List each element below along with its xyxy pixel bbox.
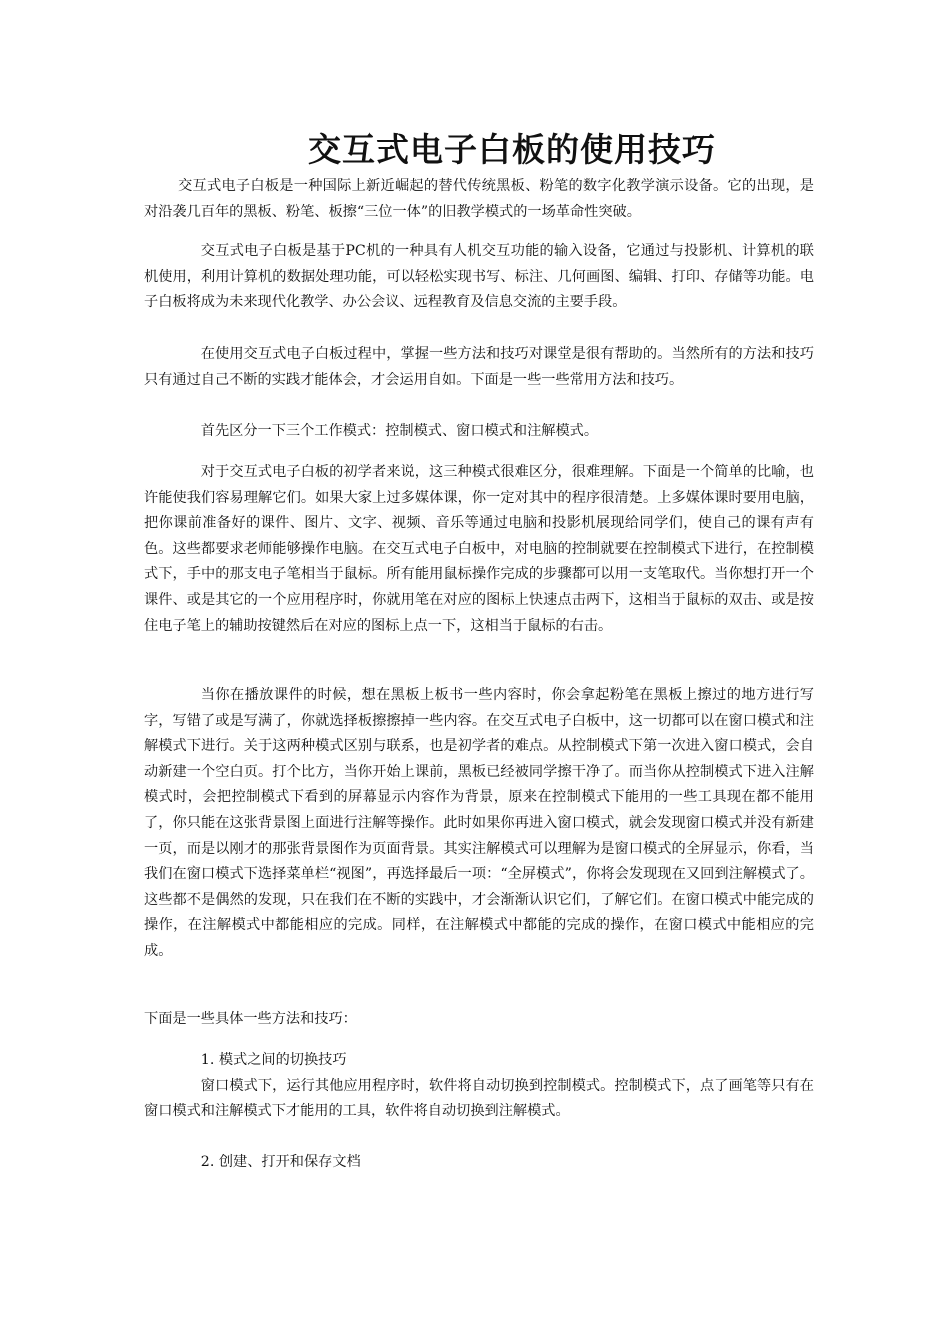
item-body: 窗口模式下，运行其他应用程序时，软件将自动切换到控制模式。控制模式下，点了画笔等只有在窗口模式和注解模式下才能用的工具，软件将自动切换到注解模式。 — [144, 1077, 814, 1120]
paragraph-text: 首先区分一下三个工作模式：控制模式、窗口模式和注解模式。 — [200, 423, 599, 439]
paragraph-control-mode — [144, 460, 814, 639]
document-title: 交互式电子白板的使用技巧 — [308, 130, 716, 169]
paragraph-text: 对于交互式电子白板的初学者来说，这三种模式很难区分，很难理解。下面是一个简单的比喻，也许能使我们容易理解它们。如果大家上过多媒体课，你一定对其中的程序很清楚。上多媒体课时要用电脑，把你课前准备好的课件、图片、文字、视频、音乐等通过电脑和投影机展现给同学们，使自己的课有声有色。这些都要求老师能够操作电脑。在交互式电子白板中，对电脑的控制就要在控制模式下进行，在控制模式下，手中的那支电子笔相当于鼠标。所有能用鼠标操作完成的步骤都可以用一支笔取代。当你想打开一个课件、或是其它的一个应用程序时，你就用笔在对应的图标上快速点击两下，这相当于鼠标的双击、或是按住电子笔上的辅助按键然后在对应的图标上点一下，这相当于鼠标的右击。 — [144, 464, 814, 634]
paragraph-modes — [144, 419, 814, 445]
item-heading: 1. 模式之间的切换技巧 — [200, 1052, 347, 1068]
paragraph-text: 下面是一些具体一些方法和技巧： — [144, 1011, 357, 1027]
paragraph-intro — [144, 174, 814, 225]
paragraph-definition — [144, 239, 814, 316]
paragraph-usage — [144, 342, 814, 393]
list-item — [144, 1150, 814, 1176]
paragraph-text: 在使用交互式电子白板过程中，掌握一些方法和技巧对课堂是很有帮助的。当然所有的方法和技巧只有通过自己不断的实践才能体会，才会运用自如。下面是一些一些常用方法和技巧。 — [144, 346, 814, 388]
paragraph-text: 交互式电子白板是基于PC机的一种具有人机交互功能的输入设备，它通过与投影机、计算机的联机使用，利用计算机的数据处理功能，可以轻松实现书写、标注、几何画图、编辑、打印、存储等功能。电子白板将成为未来现代化教学、办公会议、远程教育及信息交流的主要手段。 — [144, 243, 814, 311]
paragraph-text: 交互式电子白板是一种国际上新近崛起的替代传统黑板、粉笔的数字化教学演示设备。它的出现，是对沿袭几百年的黑板、粉笔、板擦“三位一体”的旧教学模式的一场革命性突破。 — [144, 178, 814, 220]
paragraph-tips-intro — [144, 1007, 814, 1033]
paragraph-window-annotation — [144, 683, 814, 965]
item-heading: 2. 创建、打开和保存文档 — [200, 1154, 361, 1170]
paragraph-text: 当你在播放课件的时候，想在黑板上板书一些内容时，你会拿起粉笔在黑板上擦过的地方进行写字，写错了或是写满了，你就选择板擦擦掉一些内容。在交互式电子白板中，这一切都可以在窗口模式和注解模式下进行。关于这两种模式区别与联系，也是初学者的难点。从控制模式下第一次进入窗口模式，会自动新建一个空白页。打个比方，当你开始上课前，黑板已经被同学擦干净了。而当你从控制模式下进入注解模式时，会把控制模式下看到的屏幕显示内容作为背景，原来在控制模式下能用的一些工具现在都不能用了，你只能在这张背景图上面进行注解等操作。此时如果你再进入窗口模式，就会发现窗口模式并没有新建一页，而是以刚才的那张背景图作为页面背景。其实注解模式可以理解为是窗口模式的全屏显示，你看，当我们在窗口模式下选择菜单栏“视图”，再选择最后一项：“全屏模式”，你将会发现现在又回到注解模式了。这些都不是偶然的发现，只在我们在不断的实践中，才会渐渐认识它们，了解它们。在窗口模式中能完成的操作，在注解模式中都能相应的完成。同样，在注解模式中都能的完成的操作，在窗口模式中能相应的完成。 — [144, 687, 814, 959]
list-item — [144, 1048, 814, 1125]
